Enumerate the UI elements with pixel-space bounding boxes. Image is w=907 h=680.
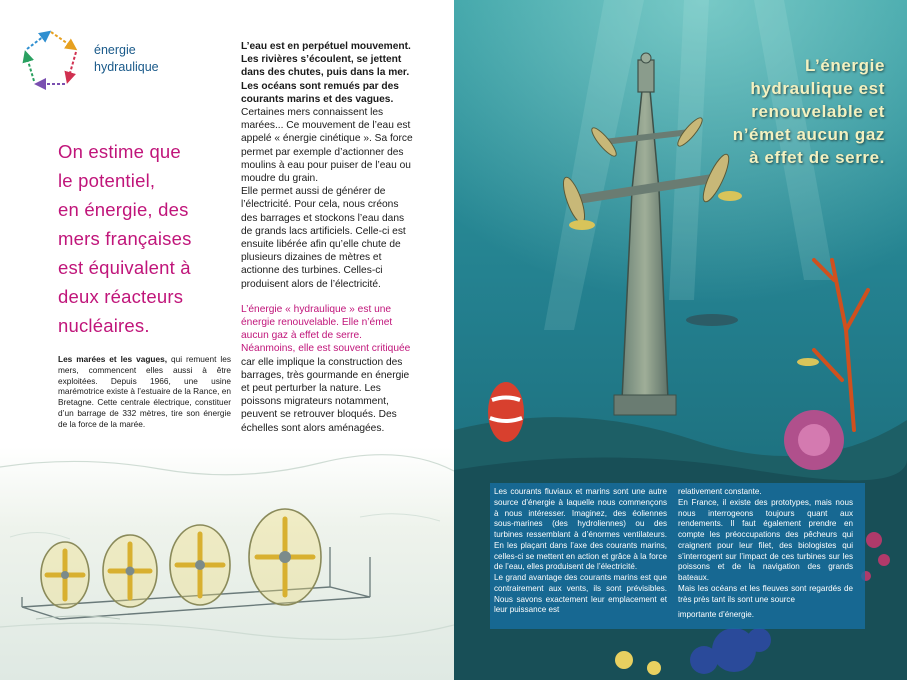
- constant-text: relativement constante.: [678, 487, 762, 496]
- prototypes-paragraph: En France, il existe des prototypes, mais nous nous interrogeons toujours quant aux rendements. Il faut également prendre en compte les préoccupations des pêcheurs qui craignent pour leur filet, des biologistes qui s’interrogent sur l’impact de ces turbines sur les poissons et de la navigation des grands bateaux.: [678, 497, 853, 582]
- main-article-text: [241, 40, 417, 435]
- pullquote-line: deux réacteurs: [58, 286, 184, 307]
- logo-label-line1: énergie: [94, 43, 136, 57]
- pullquote-line: est équivalent à: [58, 257, 191, 278]
- pullquote-line: en énergie, des: [58, 199, 189, 220]
- info-box-column-1: [494, 487, 667, 616]
- tides-lead: Les marées et les vagues,: [58, 354, 168, 364]
- oceans-paragraph: Mais les océans et les fleuves sont regardés de très près tant ils sont une source: [678, 583, 853, 604]
- pullquote-line: mers françaises: [58, 228, 192, 249]
- headline-quote: [705, 54, 885, 169]
- tides-paragraph: [58, 354, 231, 430]
- kinetic-energy-paragraph: Certaines mers connaissent les marées... Ce mouvement de l’eau est appelé « énergie cinétique ». Sa force permet par exemple d’actionner des moulins à eau pour puiser de l’eau ou moudre du grain.: [241, 107, 413, 185]
- logo-label-line2: hydraulique: [94, 60, 159, 74]
- pullquote-line: le potentiel,: [58, 170, 156, 191]
- currents-paragraph: Les courants fluviaux et marins sont une autre source d’énergie à laquelle nous commençons à nous intéresser. Imaginez, des éoliennes sous-marines (des hydroliennes) ou des turbines ressemblant à d’énormes ventilateurs. En les plaçant dans l’axe des courants marins, celles-ci se mettent en action et grâce à la force de l’eau, elles produisent de l’électricité.: [494, 487, 667, 572]
- tides-body: qui remuent les mers, commencent elles aussi à être exploitées. Depuis 1966, une usine marémotrice existe à l’estuaire de la Rance, en Bretagne. Cette centrale électrique, constituer d’un barrage de 332 mètres, tire son énergie de la force de la marée.: [58, 354, 232, 429]
- stat-pullquote: [58, 137, 228, 340]
- pullquote-line: nucléaires.: [58, 315, 150, 336]
- headline-line: L’énergie: [804, 56, 885, 75]
- headline-line: à effet de serre.: [749, 148, 885, 167]
- renewable-highlight: L’énergie « hydraulique » est une énergie renouvelable. Elle n’émet aucun gaz à effet de serre. Néanmoins, elle est souvent critiquée: [241, 303, 411, 355]
- advantage-paragraph: Le grand avantage des courants marins est que contrairement aux vents, ils sont prévisibles. Nous savons exactement leur emplacement et leur puissance est: [494, 573, 667, 615]
- right-page: [454, 0, 907, 680]
- logo-label: [94, 42, 159, 76]
- info-box-column-2: [678, 487, 853, 621]
- headline-line: hydraulique est: [750, 79, 885, 98]
- turbine-sketch-illustration: [0, 447, 454, 680]
- headline-line: n’émet aucun gaz: [732, 125, 885, 144]
- pullquote-line: On estime que: [58, 141, 181, 162]
- headline-line: renouvelable et: [751, 102, 885, 121]
- important-energy-text: importante d’énergie.: [678, 610, 755, 620]
- dam-paragraph: Elle permet aussi de générer de l’électricité. Pour cela, nous créons des barrages et stockons l’eau dans de grands lacs artificiels. Celle-ci est ensuite libérée afin qu’elle chute de plusieurs dizaines de mètres et actionne des turbines. Celles-ci produisent alors de l’électricité.: [241, 186, 406, 290]
- criticism-text: car elle implique la construction des barrages, très gourmande en énergie et peut perturber la nature. Les poissons migrateurs notamment, peuvent se retrouver bloqués. Des échelles sont alors aménagées.: [241, 356, 410, 434]
- energy-pentagon-icon: [20, 28, 86, 90]
- intro-paragraph: L’eau est en perpétuel mouvement. Les rivières s’écoulent, se jettent dans des chutes, puis dans la mer. Les océans sont remués par des courants marins et des vagues.: [241, 41, 411, 105]
- renewable-paragraph: [241, 303, 417, 435]
